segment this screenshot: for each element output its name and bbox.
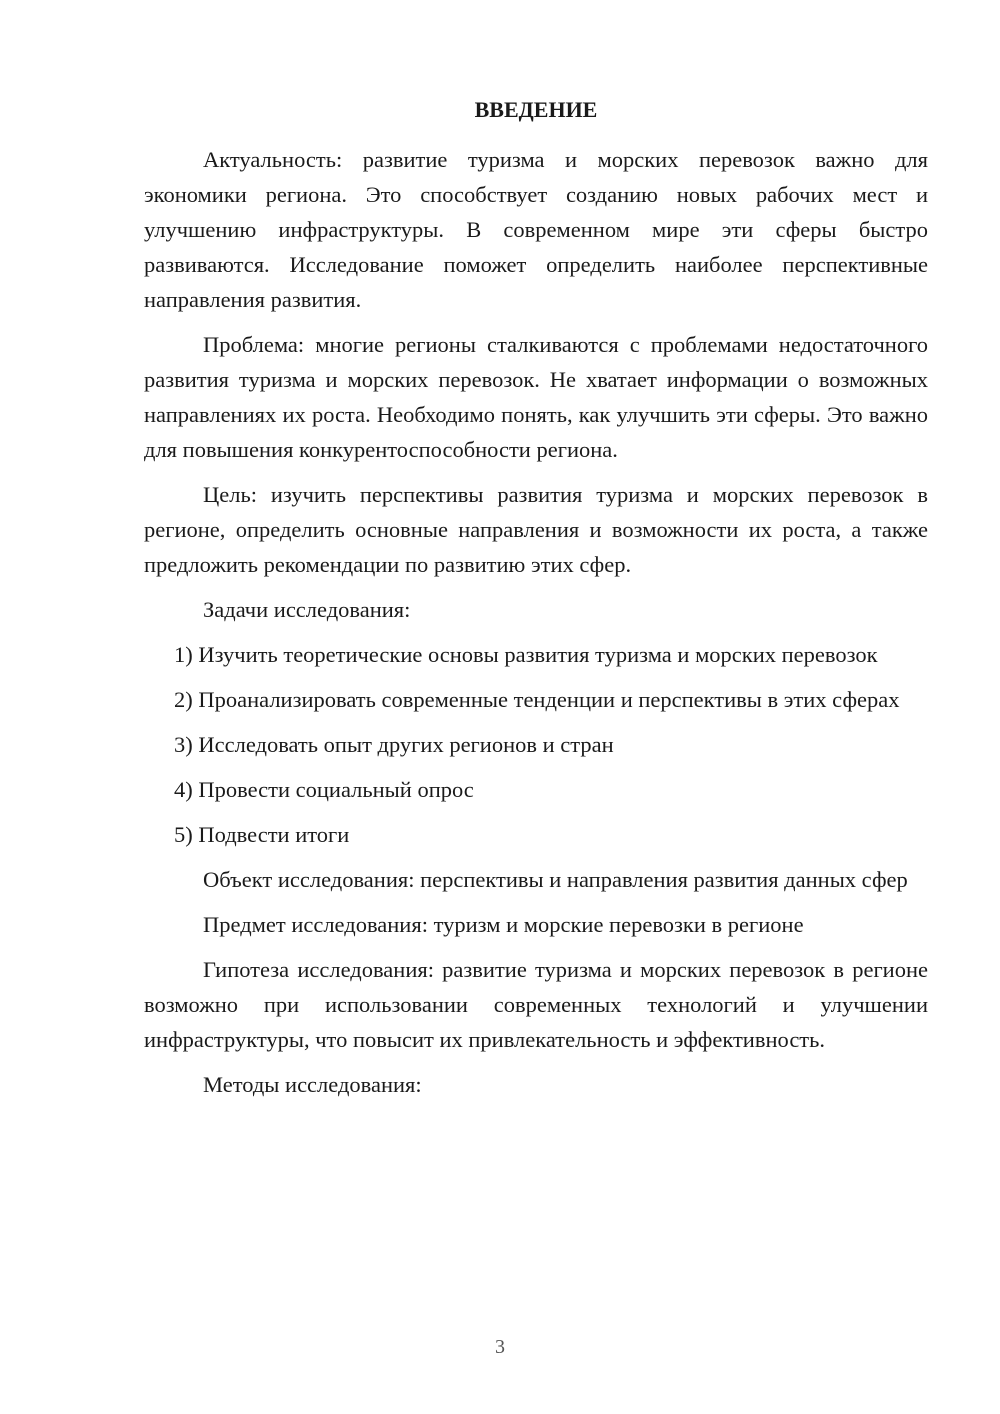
task-item-1: 1) Изучить теоретические основы развития туризма и морских перевозок (174, 642, 878, 667)
task-item-3: 3) Исследовать опыт других регионов и стран (174, 732, 614, 757)
task-item-5: 5) Подвести итоги (174, 822, 350, 847)
hypothesis-paragraph: Гипотеза исследования: развитие туризма и морских перевозок в регионе возможно при использовании современных технологий и улучшении инфраструктуры, что повысит их привлекательность и эффективность. (144, 957, 928, 1052)
problem-paragraph: Проблема: многие регионы сталкиваются с проблемами недостаточного развития туризма и морских перевозок. Не хватает информации о возможных направлениях их роста. Необходимо понять, как улучшить эти сферы. Это важно для повышения конкурентоспособности региона. (144, 332, 928, 462)
page-number: 3 (495, 1336, 505, 1358)
relevance-paragraph: Актуальность: развитие туризма и морских перевозок важно для экономики региона. Это способствует созданию новых рабочих мест и улучшению инфраструктуры. В современном мире эти сферы быстро развиваются. Исследование поможет определить наиболее перспективные направления развития. (144, 147, 928, 312)
tasks-title: Задачи исследования: (203, 597, 411, 622)
goal-paragraph: Цель: изучить перспективы развития туризма и морских перевозок в регионе, определить основные направления и возможности их роста, а также предложить рекомендации по развитию этих сфер. (144, 482, 928, 577)
subject-paragraph: Предмет исследования: туризм и морские перевозки в регионе (203, 912, 804, 937)
methods-title: Методы исследования: (203, 1072, 422, 1097)
page-title: ВВЕДЕНИЕ (474, 97, 598, 122)
object-paragraph: Объект исследования: перспективы и направления развития данных сфер (203, 867, 908, 892)
document-page (144, 96, 928, 1112)
task-item-4: 4) Провести социальный опрос (174, 777, 474, 802)
task-item-2: 2) Проанализировать современные тенденции и перспективы в этих сферах (174, 687, 900, 712)
